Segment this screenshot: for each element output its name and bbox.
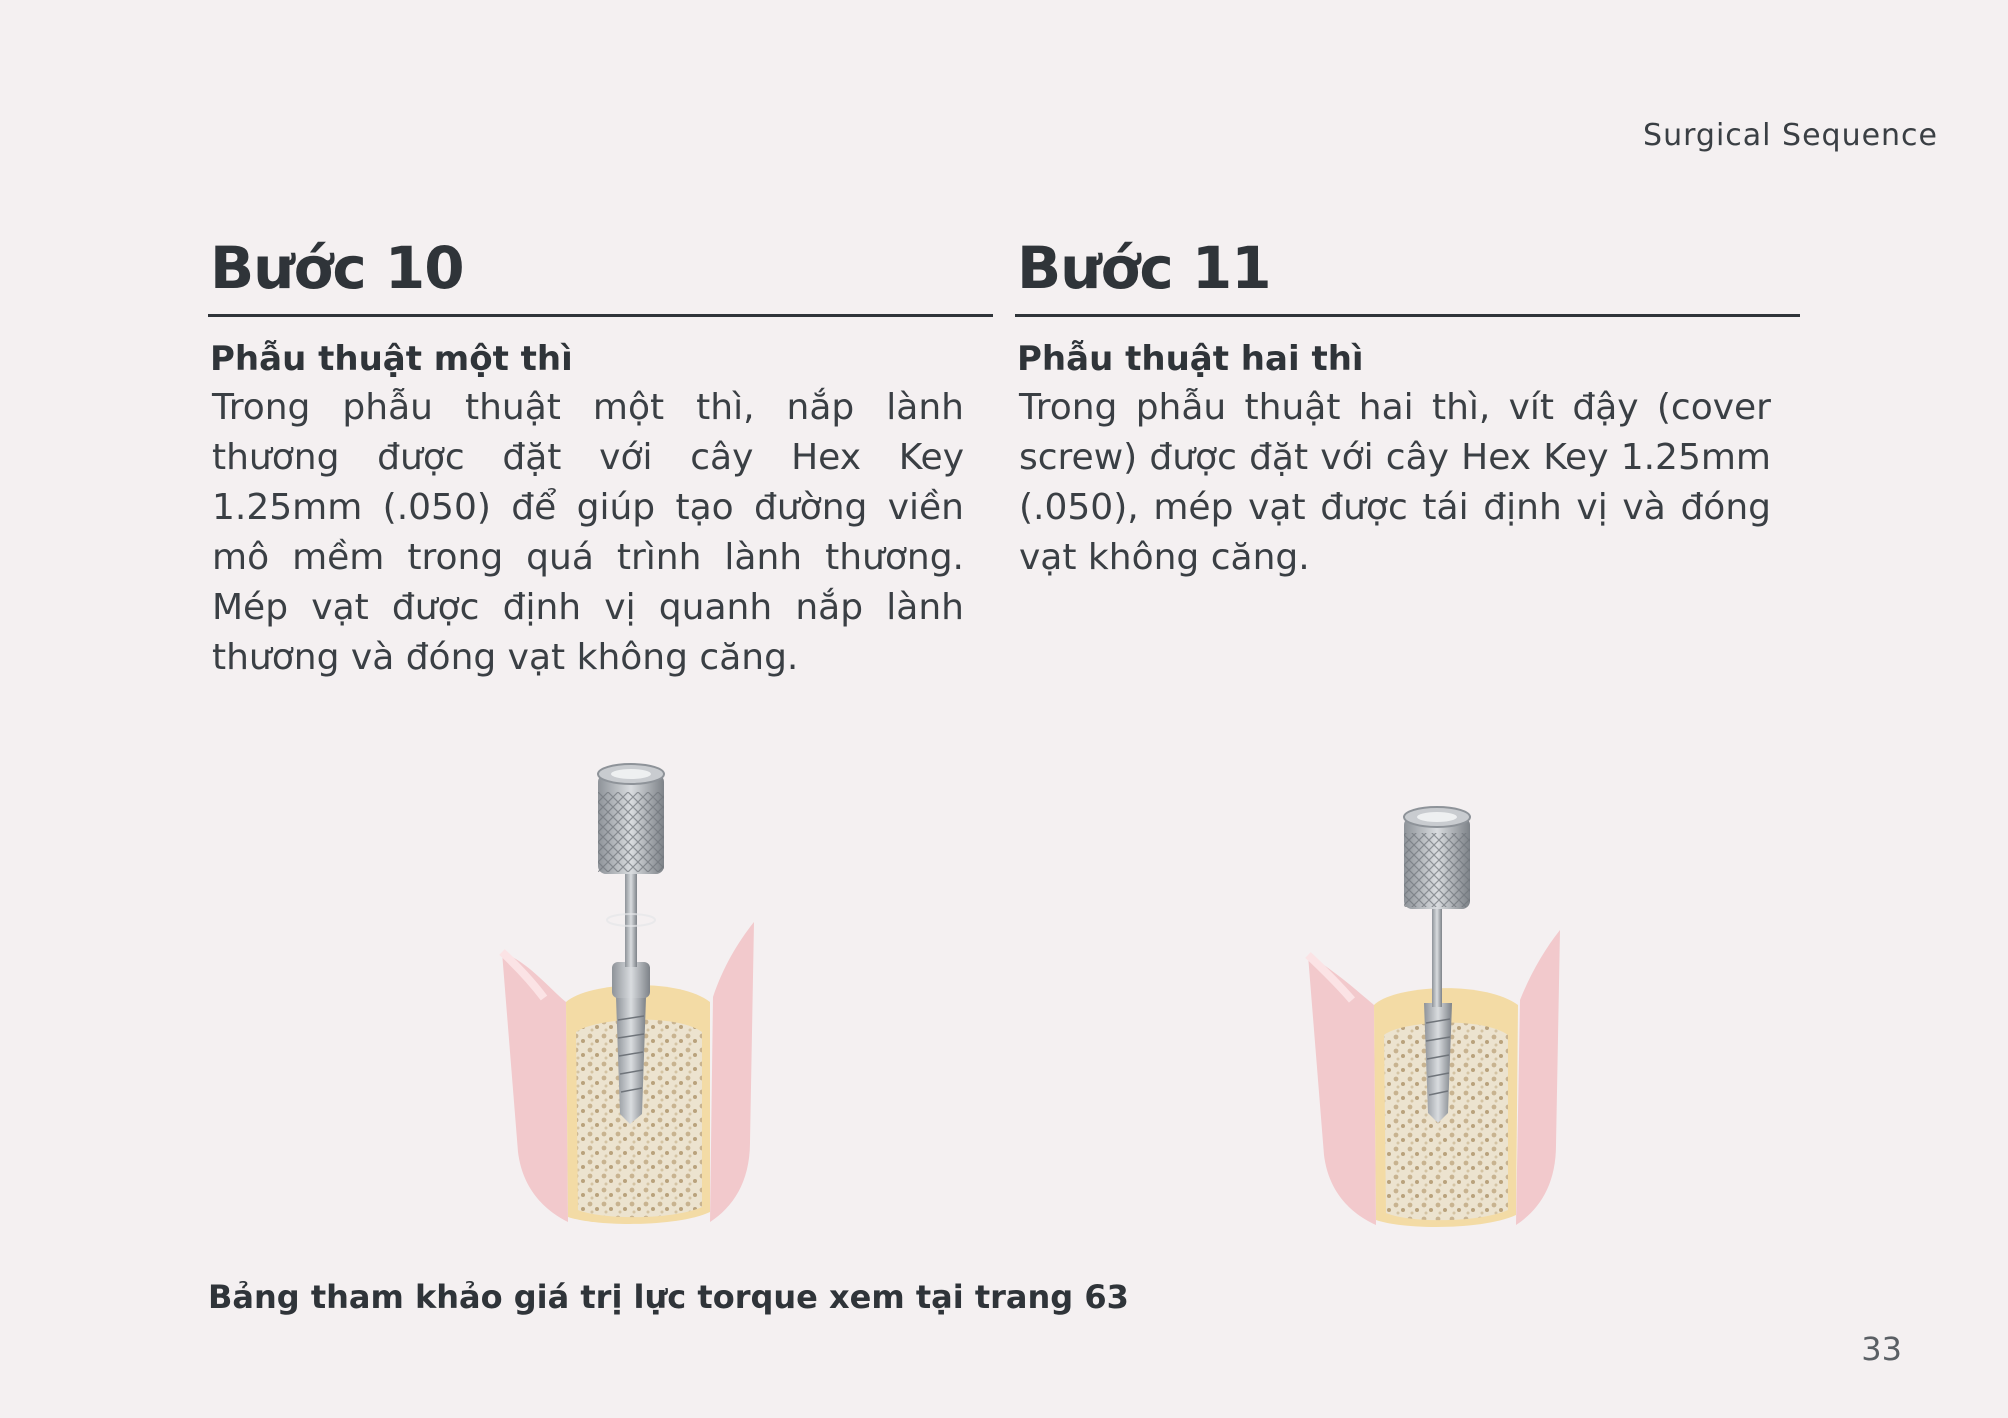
page-number: 33 bbox=[1861, 1330, 1902, 1368]
step-subtitle: Phẫu thuật hai thì bbox=[1017, 339, 1364, 379]
step-body: Trong phẫu thuật một thì, nắp lành thương được đặt với cây Hex Key 1.25mm (.050) để giúp tạo đường viền mô mềm trong quá trình lành thương. Mép vạt được định vị quanh nắp lành thương và đóng vạt không căng. bbox=[212, 387, 964, 678]
divider bbox=[208, 314, 993, 317]
step-11 bbox=[1015, 228, 1800, 583]
cover-screw-illustration bbox=[1294, 795, 1574, 1235]
step-10 bbox=[208, 228, 993, 683]
healing-cap-illustration bbox=[488, 752, 768, 1232]
step-body: Trong phẫu thuật hai thì, vít đậy (cover screw) được đặt với cây Hex Key 1.25mm (.050), mép vạt được tái định vị và đóng vạt không căng. bbox=[1019, 387, 1771, 578]
section-label: Surgical Sequence bbox=[1643, 118, 1938, 153]
step-title: Bước 10 bbox=[210, 234, 464, 302]
divider bbox=[1015, 314, 1800, 317]
step-title: Bước 11 bbox=[1017, 234, 1271, 302]
step-subtitle: Phẫu thuật một thì bbox=[210, 339, 573, 379]
gum-tissue bbox=[1308, 955, 1376, 1225]
torque-reference-note: Bảng tham khảo giá trị lực torque xem tại trang 63 bbox=[208, 1278, 1129, 1316]
